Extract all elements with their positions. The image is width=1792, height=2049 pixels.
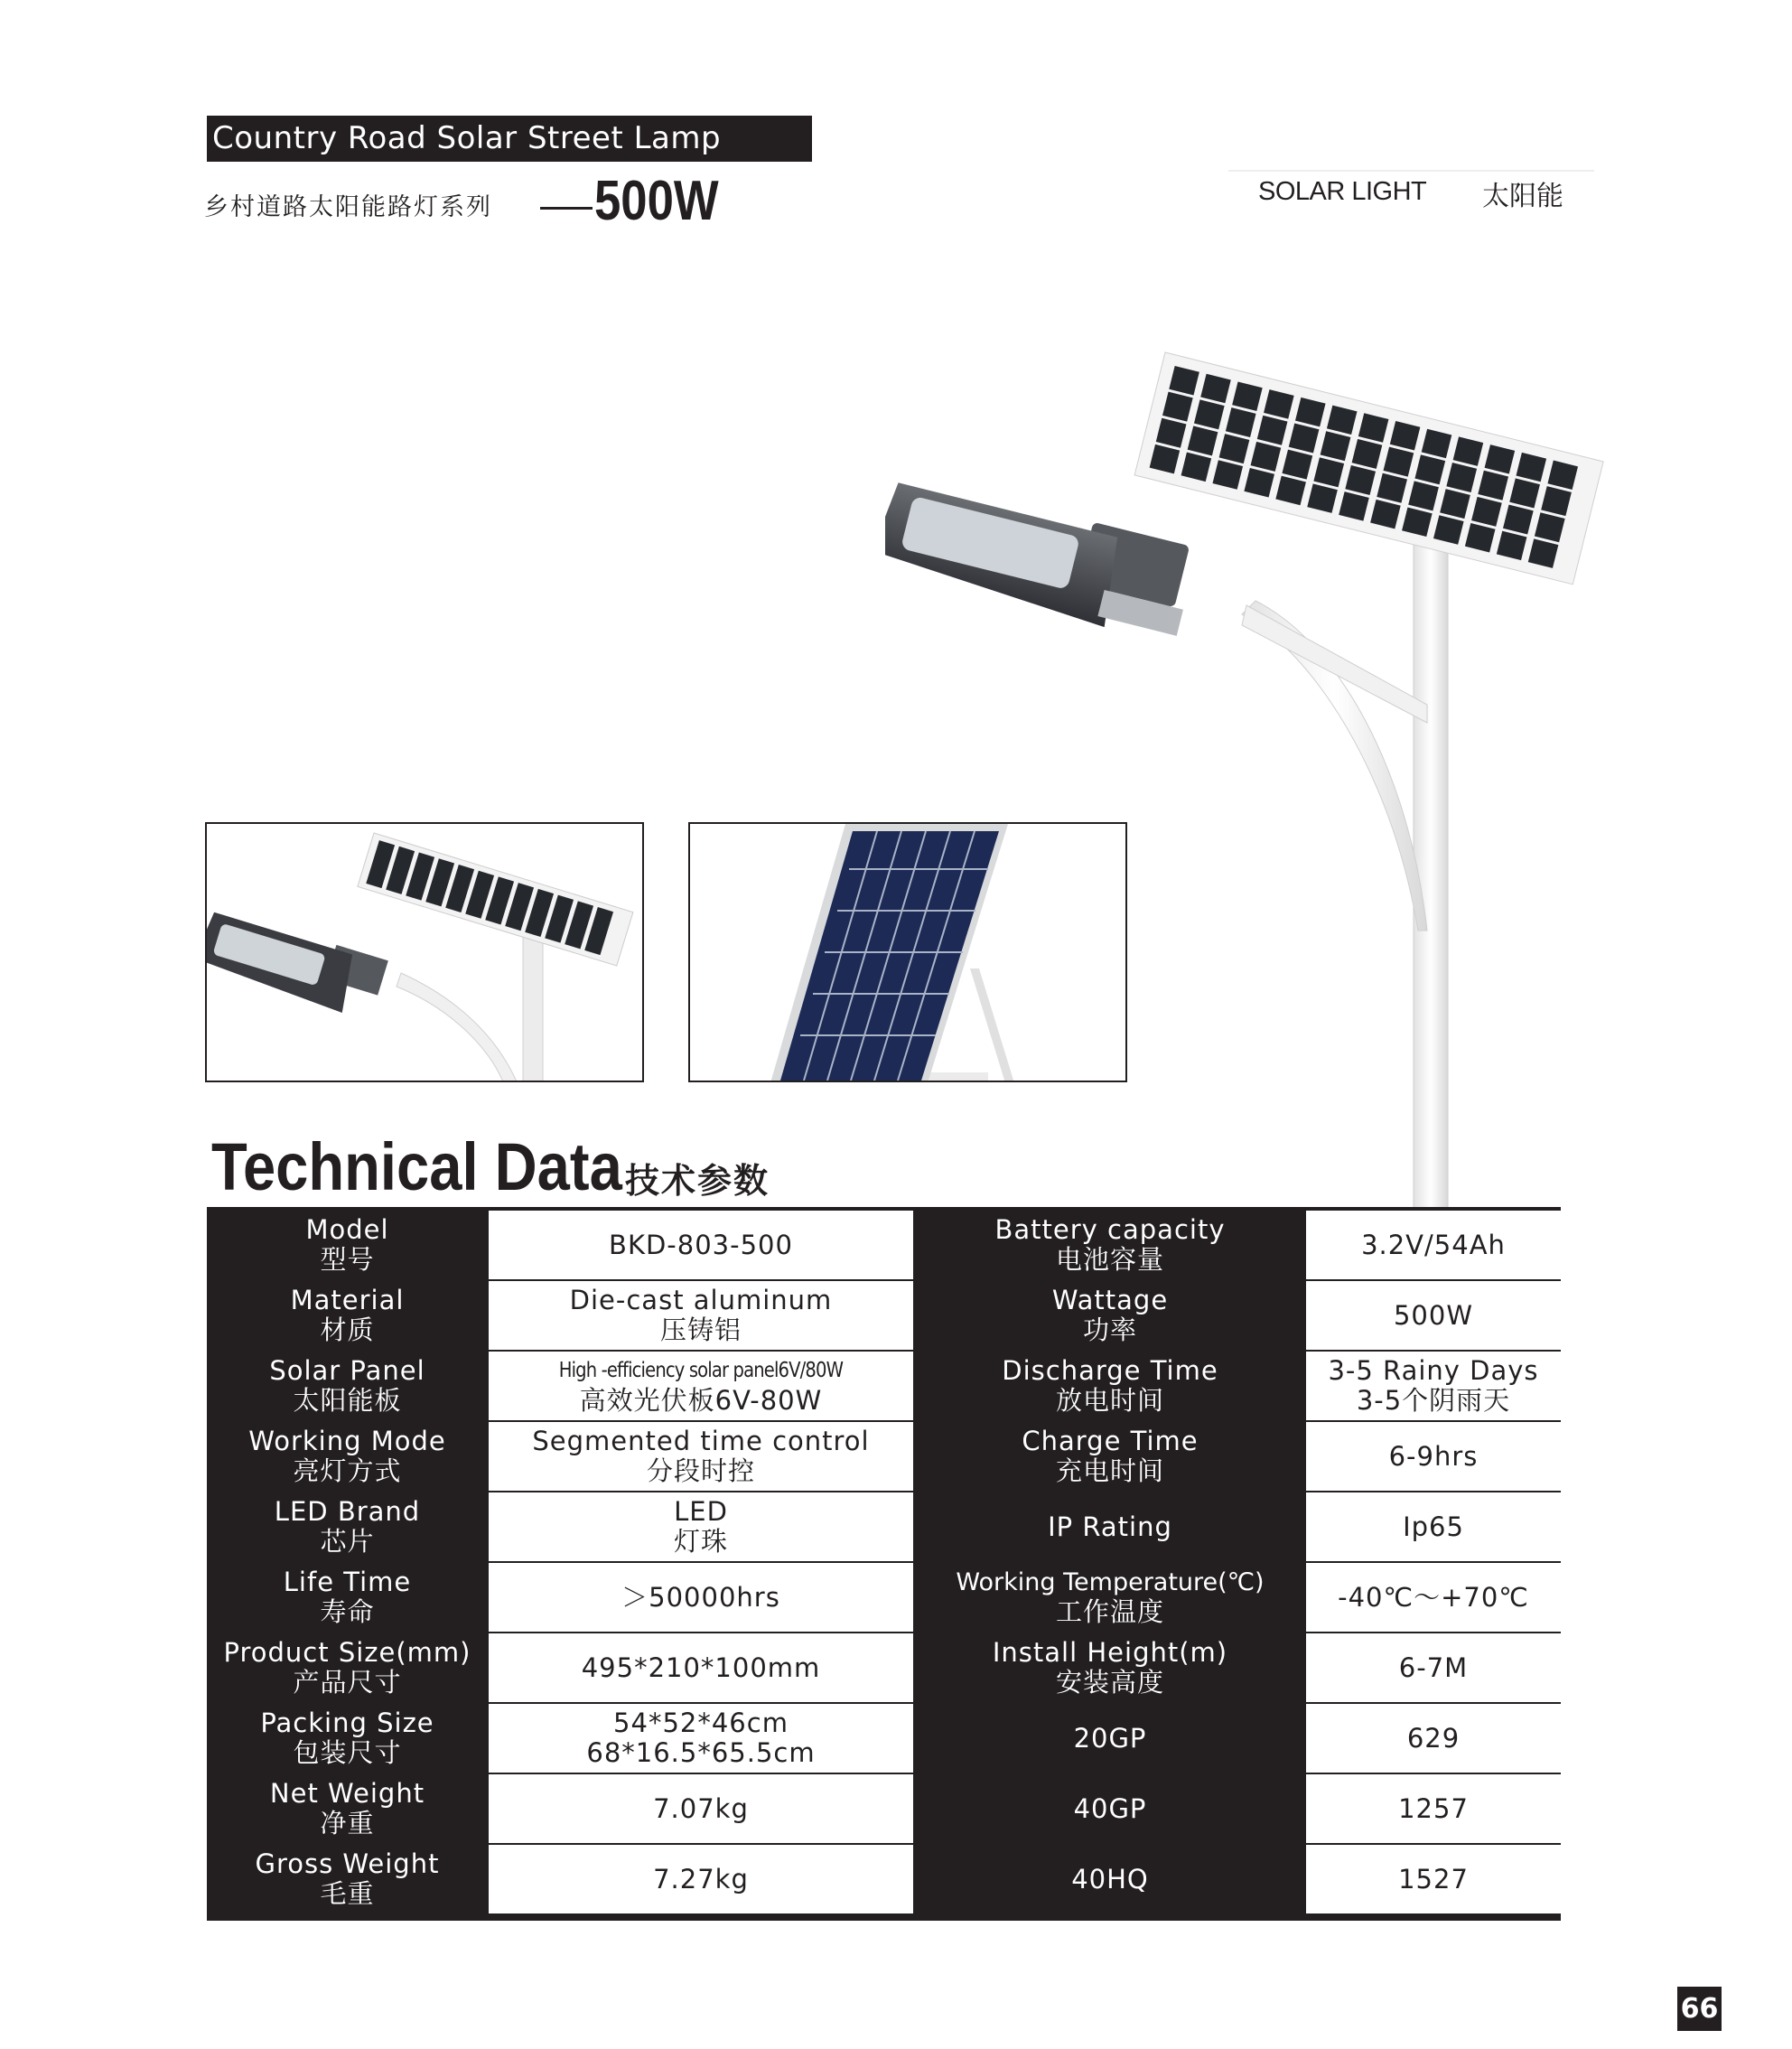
spec-value: -40℃～+70℃ xyxy=(1306,1563,1561,1632)
spec-value: 1257 xyxy=(1306,1774,1561,1843)
spec-label: Packing Size 包装尺寸 xyxy=(214,1704,481,1773)
spec-row xyxy=(210,1633,1557,1704)
spec-label: 40GP xyxy=(917,1774,1303,1843)
spec-row xyxy=(210,1492,1557,1563)
spec-value: 629 xyxy=(1306,1704,1561,1773)
spec-label: Material 材质 xyxy=(214,1281,481,1350)
spec-value: LED 灯珠 xyxy=(489,1492,913,1561)
spec-value: Die-cast aluminum 压铸铝 xyxy=(489,1281,913,1350)
spec-label: Solar Panel 太阳能板 xyxy=(214,1352,481,1420)
spec-value: Segmented time control 分段时控 xyxy=(489,1422,913,1491)
spec-label: LED Brand 芯片 xyxy=(214,1492,481,1561)
solar-panel-thumbnail xyxy=(688,822,1127,1082)
spec-value: 7.07kg xyxy=(489,1774,913,1843)
spec-row xyxy=(210,1845,1557,1915)
spec-value: 7.27kg xyxy=(489,1845,913,1913)
page-number: 66 xyxy=(1677,1987,1722,2031)
spec-label: Install Height(m) 安装高度 xyxy=(917,1633,1303,1702)
spec-label: Model 型号 xyxy=(214,1211,481,1279)
spec-label: Net Weight 净重 xyxy=(214,1774,481,1843)
spec-label: Discharge Time 放电时间 xyxy=(917,1352,1303,1420)
spec-value: 6-9hrs xyxy=(1306,1422,1561,1491)
technical-data-title-cn: 技术参数 xyxy=(625,1161,770,1201)
spec-label: IP Rating xyxy=(917,1492,1303,1561)
spec-value: High -efficiency solar panel6V/80W 高效光伏板6V-80W xyxy=(489,1352,913,1420)
spec-label: Working Temperature(℃) 工作温度 xyxy=(917,1563,1303,1632)
spec-row xyxy=(210,1774,1557,1845)
header-rule xyxy=(1228,170,1594,172)
spec-value: 3.2V/54Ah xyxy=(1306,1211,1561,1279)
spec-value: Ip65 xyxy=(1306,1492,1561,1561)
spec-value: 3-5 Rainy Days 3-5个阴雨天 xyxy=(1306,1352,1561,1420)
series-title: Country Road Solar Street Lamp Series xyxy=(207,116,812,162)
spec-value: BKD-803-500 xyxy=(489,1211,913,1279)
spec-label: 40HQ xyxy=(917,1845,1303,1913)
category-label-en: SOLAR LIGHT xyxy=(1258,177,1427,206)
title-dash xyxy=(540,207,593,210)
wattage-heading: 500W xyxy=(594,170,719,232)
lamp-thumbnail xyxy=(205,822,644,1082)
spec-label: Product Size(mm) 产品尺寸 xyxy=(214,1633,481,1702)
spec-label: 20GP xyxy=(917,1704,1303,1773)
technical-data-title: Technical Data xyxy=(211,1129,622,1204)
spec-value: 495*210*100mm xyxy=(489,1633,913,1702)
spec-value: 500W xyxy=(1306,1281,1561,1350)
spec-row xyxy=(210,1704,1557,1774)
spec-value: 1527 xyxy=(1306,1845,1561,1913)
spec-row xyxy=(210,1211,1557,1281)
spec-label: Life Time 寿命 xyxy=(214,1563,481,1632)
spec-label: Gross Weight 毛重 xyxy=(214,1845,481,1913)
solar-panel-thumbnail-image xyxy=(690,824,1125,1081)
spec-value: 54*52*46cm 68*16.5*65.5cm xyxy=(489,1704,913,1773)
spec-label: Working Mode 亮灯方式 xyxy=(214,1422,481,1491)
spec-row xyxy=(210,1563,1557,1633)
spec-row xyxy=(210,1422,1557,1492)
spec-value: ＞50000hrs xyxy=(489,1563,913,1632)
lamp-thumbnail-image xyxy=(207,824,642,1081)
category-label-cn: 太阳能 xyxy=(1482,181,1563,212)
spec-value: 6-7M xyxy=(1306,1633,1561,1702)
series-subtitle-cn: 乡村道路太阳能路灯系列 xyxy=(204,193,492,221)
spec-label: Battery capacity 电池容量 xyxy=(917,1211,1303,1279)
spec-label: Wattage 功率 xyxy=(917,1281,1303,1350)
spec-table xyxy=(207,1207,1561,1921)
spec-label: Charge Time 充电时间 xyxy=(917,1422,1303,1491)
spec-row xyxy=(210,1352,1557,1422)
spec-row xyxy=(210,1281,1557,1352)
